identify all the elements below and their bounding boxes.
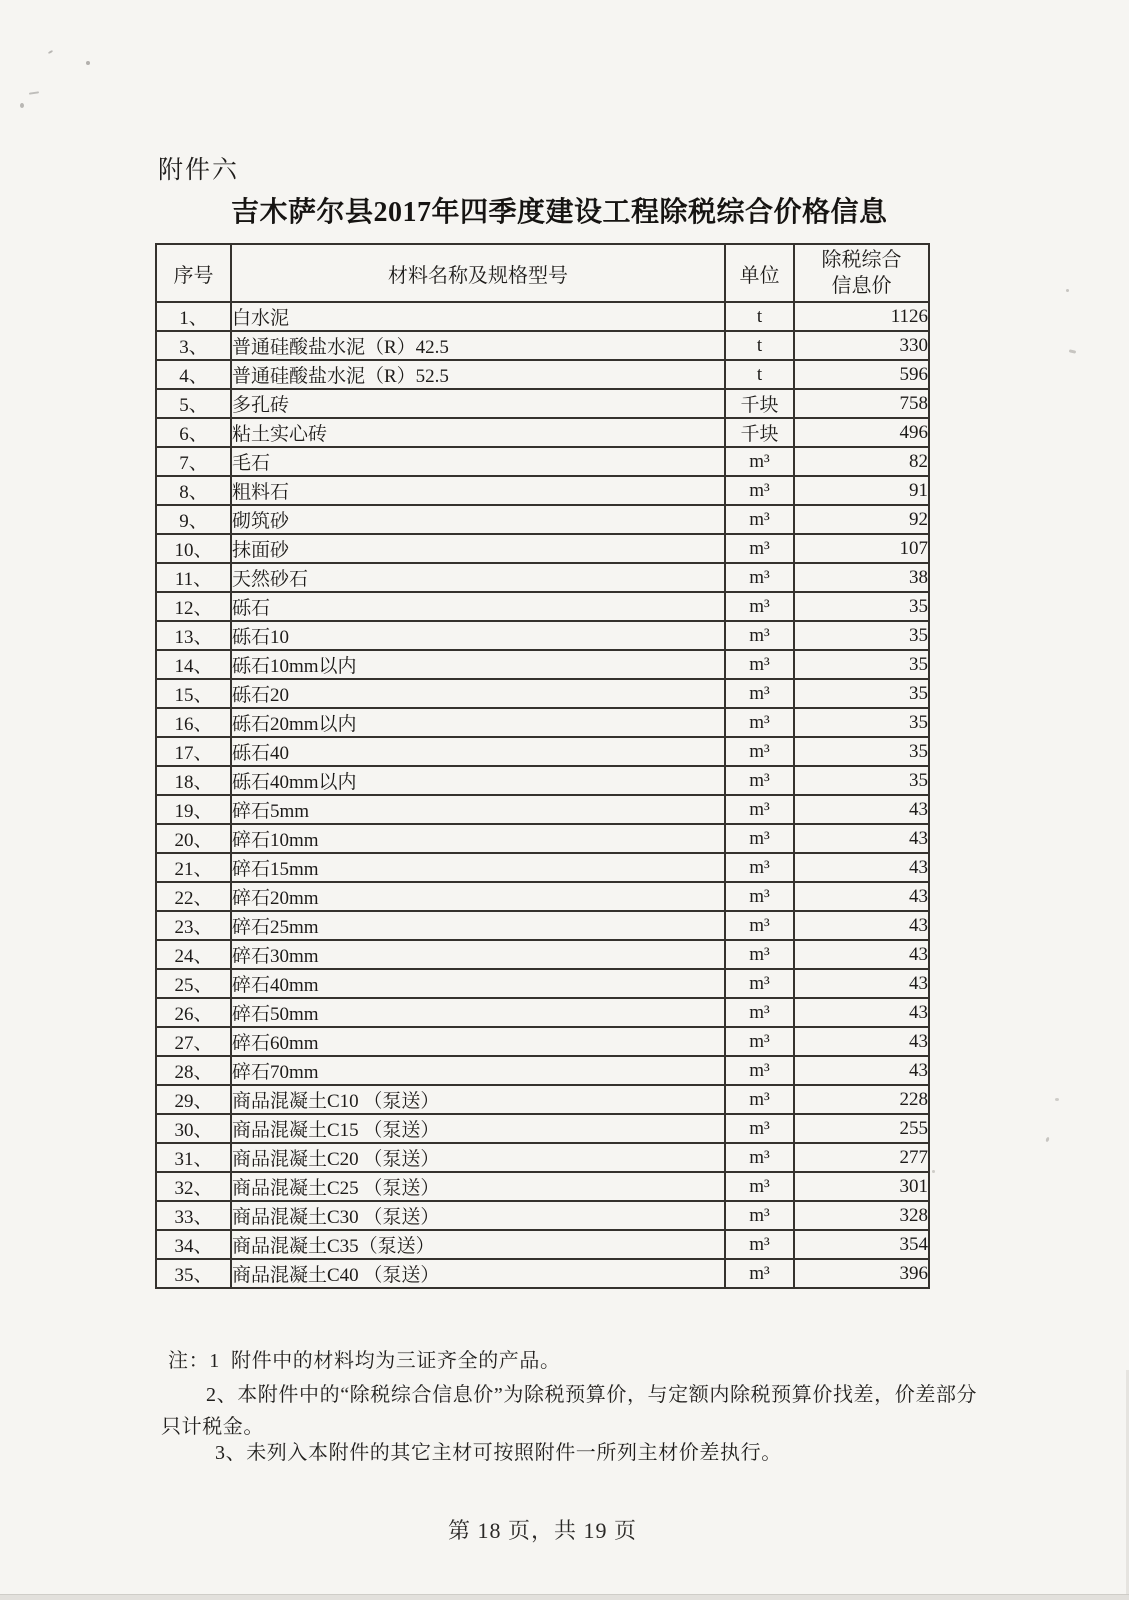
row-material-name: 砾石40 — [231, 737, 725, 766]
scan-speck — [20, 103, 24, 108]
row-material-name: 砾石10mm以内 — [231, 650, 725, 679]
row-price: 43 — [794, 824, 929, 853]
scan-speck — [1055, 1098, 1059, 1101]
row-unit: m³ — [725, 998, 794, 1027]
row-unit: m³ — [725, 447, 794, 476]
table-row — [156, 1114, 929, 1143]
row-index: 16、 — [156, 708, 231, 737]
row-price: 35 — [794, 650, 929, 679]
row-unit: m³ — [725, 882, 794, 911]
row-price: 43 — [794, 795, 929, 824]
row-index: 15、 — [156, 679, 231, 708]
row-index: 3、 — [156, 331, 231, 360]
row-unit: t — [725, 360, 794, 389]
row-index: 34、 — [156, 1230, 231, 1259]
row-unit: m³ — [725, 795, 794, 824]
note-line-2: 2、本附件中的“除税综合信息价”为除税预算价，与定额内除税预算价找差，价差部分 — [206, 1384, 978, 1406]
table-header-row — [156, 244, 929, 302]
row-unit: m³ — [725, 911, 794, 940]
row-index: 11、 — [156, 563, 231, 592]
row-unit: m³ — [725, 1259, 794, 1288]
row-material-name: 抹面砂 — [231, 534, 725, 563]
row-price: 43 — [794, 940, 929, 969]
row-price: 43 — [794, 1027, 929, 1056]
row-index: 19、 — [156, 795, 231, 824]
scan-speck — [1045, 1137, 1050, 1143]
table-row — [156, 302, 929, 331]
row-index: 8、 — [156, 476, 231, 505]
table-row — [156, 708, 929, 737]
row-price: 35 — [794, 679, 929, 708]
table-row — [156, 1230, 929, 1259]
row-material-name: 碎石15mm — [231, 853, 725, 882]
row-price: 82 — [794, 447, 929, 476]
scan-page-edge — [0, 1594, 1129, 1600]
scan-speck — [1066, 289, 1069, 292]
table-row — [156, 853, 929, 882]
col-header-index: 序号 — [156, 244, 231, 302]
table-row — [156, 1143, 929, 1172]
note-line-4: 3、未列入本附件的其它主材可按照附件一所列主材价差执行。 — [215, 1442, 782, 1464]
row-unit: m³ — [725, 1085, 794, 1114]
table-row — [156, 331, 929, 360]
row-material-name: 商品混凝土C15 （泵送） — [231, 1114, 725, 1143]
row-price: 43 — [794, 853, 929, 882]
row-price: 277 — [794, 1143, 929, 1172]
row-index: 24、 — [156, 940, 231, 969]
table-row — [156, 1259, 929, 1288]
row-index: 4、 — [156, 360, 231, 389]
scan-speck — [48, 50, 53, 54]
row-material-name: 碎石20mm — [231, 882, 725, 911]
row-index: 7、 — [156, 447, 231, 476]
row-price: 92 — [794, 505, 929, 534]
row-price: 301 — [794, 1172, 929, 1201]
row-material-name: 普通硅酸盐水泥（R）42.5 — [231, 331, 725, 360]
table-row — [156, 882, 929, 911]
row-price: 35 — [794, 766, 929, 795]
attachment-label: 附件六 — [158, 157, 240, 184]
row-unit: m³ — [725, 1027, 794, 1056]
table-row — [156, 998, 929, 1027]
note-line-1: 注：1 附件中的材料均为三证齐全的产品。 — [168, 1350, 561, 1372]
row-material-name: 碎石40mm — [231, 969, 725, 998]
scan-speck — [86, 61, 90, 65]
row-price: 396 — [794, 1259, 929, 1288]
scan-speck — [932, 1170, 935, 1173]
row-unit: m³ — [725, 853, 794, 882]
row-material-name: 碎石30mm — [231, 940, 725, 969]
row-unit: m³ — [725, 505, 794, 534]
row-unit: m³ — [725, 563, 794, 592]
row-material-name: 碎石25mm — [231, 911, 725, 940]
row-material-name: 碎石5mm — [231, 795, 725, 824]
row-material-name: 砾石10 — [231, 621, 725, 650]
row-price: 35 — [794, 737, 929, 766]
row-price: 91 — [794, 476, 929, 505]
row-material-name: 粗料石 — [231, 476, 725, 505]
row-index: 1、 — [156, 302, 231, 331]
table-row — [156, 766, 929, 795]
row-unit: m³ — [725, 1230, 794, 1259]
table-row — [156, 650, 929, 679]
row-material-name: 砾石40mm以内 — [231, 766, 725, 795]
table-row — [156, 418, 929, 447]
table-body — [156, 302, 929, 1288]
row-unit: 千块 — [725, 389, 794, 418]
row-price: 255 — [794, 1114, 929, 1143]
table-row — [156, 679, 929, 708]
row-price: 43 — [794, 882, 929, 911]
row-index: 13、 — [156, 621, 231, 650]
page-title: 吉木萨尔县2017年四季度建设工程除税综合价格信息 — [231, 197, 888, 228]
material-price-table — [155, 243, 930, 1289]
col-header-price — [794, 244, 929, 302]
row-price: 35 — [794, 708, 929, 737]
row-index: 10、 — [156, 534, 231, 563]
row-price: 496 — [794, 418, 929, 447]
row-price: 328 — [794, 1201, 929, 1230]
row-unit: t — [725, 302, 794, 331]
row-index: 9、 — [156, 505, 231, 534]
row-unit: m³ — [725, 766, 794, 795]
table-row — [156, 505, 929, 534]
row-unit: m³ — [725, 1201, 794, 1230]
row-unit: m³ — [725, 969, 794, 998]
col-header-unit: 单位 — [725, 244, 794, 302]
row-index: 6、 — [156, 418, 231, 447]
table-row — [156, 737, 929, 766]
row-price: 107 — [794, 534, 929, 563]
row-index: 23、 — [156, 911, 231, 940]
row-material-name: 商品混凝土C30 （泵送） — [231, 1201, 725, 1230]
row-price: 596 — [794, 360, 929, 389]
note-line-3: 只计税金。 — [161, 1416, 264, 1438]
row-unit: 千块 — [725, 418, 794, 447]
table-row — [156, 1172, 929, 1201]
table-row — [156, 911, 929, 940]
row-material-name: 粘土实心砖 — [231, 418, 725, 447]
row-price: 758 — [794, 389, 929, 418]
row-material-name: 碎石50mm — [231, 998, 725, 1027]
row-index: 17、 — [156, 737, 231, 766]
row-price: 43 — [794, 998, 929, 1027]
table-row — [156, 1201, 929, 1230]
row-index: 22、 — [156, 882, 231, 911]
col-header-price-line1: 除税综合 — [821, 249, 902, 271]
row-material-name: 商品混凝土C10 （泵送） — [231, 1085, 725, 1114]
table-row — [156, 447, 929, 476]
row-price: 43 — [794, 969, 929, 998]
table-row — [156, 592, 929, 621]
row-unit: m³ — [725, 737, 794, 766]
table-row — [156, 824, 929, 853]
table-row — [156, 940, 929, 969]
table-row — [156, 621, 929, 650]
row-material-name: 砾石20 — [231, 679, 725, 708]
row-price: 354 — [794, 1230, 929, 1259]
row-index: 33、 — [156, 1201, 231, 1230]
row-unit: m³ — [725, 621, 794, 650]
row-unit: m³ — [725, 476, 794, 505]
row-price: 38 — [794, 563, 929, 592]
row-price: 43 — [794, 1056, 929, 1085]
row-index: 14、 — [156, 650, 231, 679]
row-index: 20、 — [156, 824, 231, 853]
row-price: 43 — [794, 911, 929, 940]
row-unit: t — [725, 331, 794, 360]
row-index: 5、 — [156, 389, 231, 418]
row-material-name: 砾石20mm以内 — [231, 708, 725, 737]
row-price: 330 — [794, 331, 929, 360]
row-material-name: 碎石10mm — [231, 824, 725, 853]
row-price: 35 — [794, 621, 929, 650]
row-material-name: 白水泥 — [231, 302, 725, 331]
row-index: 25、 — [156, 969, 231, 998]
table-row — [156, 389, 929, 418]
row-index: 26、 — [156, 998, 231, 1027]
row-material-name: 砌筑砂 — [231, 505, 725, 534]
table-row — [156, 969, 929, 998]
row-material-name: 多孔砖 — [231, 389, 725, 418]
row-unit: m³ — [725, 824, 794, 853]
table-row — [156, 795, 929, 824]
row-index: 29、 — [156, 1085, 231, 1114]
page-number: 第 18 页，共 19 页 — [448, 1518, 638, 1543]
row-material-name: 商品混凝土C35（泵送） — [231, 1230, 725, 1259]
col-header-material: 材料名称及规格型号 — [231, 244, 725, 302]
row-unit: m³ — [725, 940, 794, 969]
scan-speck — [29, 91, 39, 94]
row-unit: m³ — [725, 1143, 794, 1172]
row-index: 32、 — [156, 1172, 231, 1201]
row-material-name: 商品混凝土C25 （泵送） — [231, 1172, 725, 1201]
row-material-name: 普通硅酸盐水泥（R）52.5 — [231, 360, 725, 389]
row-material-name: 碎石70mm — [231, 1056, 725, 1085]
row-unit: m³ — [725, 592, 794, 621]
table-row — [156, 1056, 929, 1085]
row-price: 1126 — [794, 302, 929, 331]
table-row — [156, 1027, 929, 1056]
table-row — [156, 563, 929, 592]
row-material-name: 天然砂石 — [231, 563, 725, 592]
row-index: 28、 — [156, 1056, 231, 1085]
row-index: 18、 — [156, 766, 231, 795]
row-material-name: 砾石 — [231, 592, 725, 621]
table-row — [156, 534, 929, 563]
row-price: 35 — [794, 592, 929, 621]
table-row — [156, 476, 929, 505]
row-price: 228 — [794, 1085, 929, 1114]
row-material-name: 商品混凝土C20 （泵送） — [231, 1143, 725, 1172]
table-row — [156, 1085, 929, 1114]
row-unit: m³ — [725, 1114, 794, 1143]
row-unit: m³ — [725, 650, 794, 679]
row-material-name: 碎石60mm — [231, 1027, 725, 1056]
row-index: 21、 — [156, 853, 231, 882]
row-material-name: 毛石 — [231, 447, 725, 476]
row-material-name: 商品混凝土C40 （泵送） — [231, 1259, 725, 1288]
row-unit: m³ — [725, 1056, 794, 1085]
row-index: 12、 — [156, 592, 231, 621]
row-index: 35、 — [156, 1259, 231, 1288]
row-unit: m³ — [725, 1172, 794, 1201]
row-index: 30、 — [156, 1114, 231, 1143]
row-index: 31、 — [156, 1143, 231, 1172]
row-index: 27、 — [156, 1027, 231, 1056]
scan-speck — [1069, 349, 1076, 353]
col-header-price-line2: 信息价 — [831, 275, 892, 297]
row-unit: m³ — [725, 534, 794, 563]
row-unit: m³ — [725, 708, 794, 737]
row-unit: m³ — [725, 679, 794, 708]
table-row — [156, 360, 929, 389]
